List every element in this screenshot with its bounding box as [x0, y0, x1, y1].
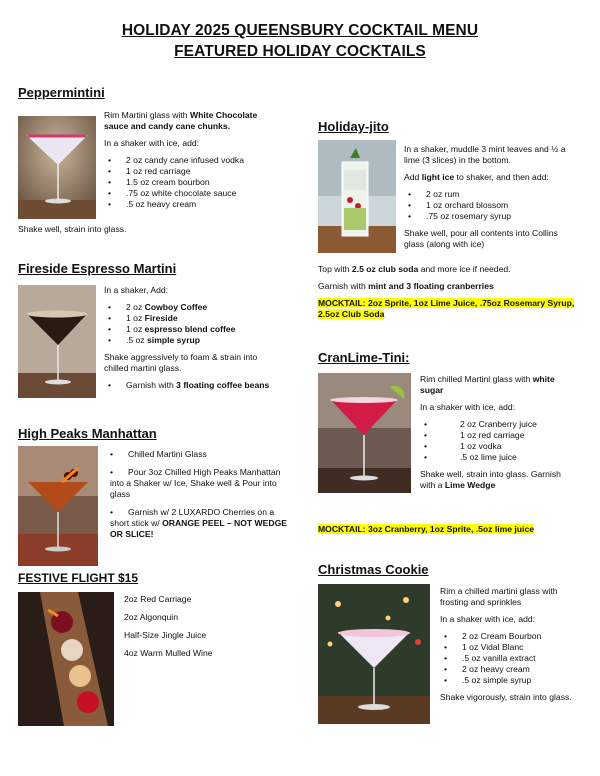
- ingredient: • .5 oz simple syrup: [104, 335, 304, 346]
- fireside-heading: Fireside Espresso Martini: [18, 261, 177, 276]
- step: • Chilled Martini Glass: [106, 449, 306, 460]
- flight-heading: FESTIVE FLIGHT $15: [18, 571, 139, 585]
- ingredient: • 2 oz Cream Bourbon: [440, 631, 590, 642]
- manhattan-heading: High Peaks Manhattan: [18, 426, 157, 441]
- menu-subtitle: FEATURED HOLIDAY COCKTAILS: [174, 43, 426, 60]
- cranlime-text: Rim chilled Martini glass with white sugar In a shaker with ice, add: • 2 oz Cranberry juice • 1 oz red carriage • 1 oz vodka • .5 oz lime juice Shake well, strain into glass. Garnish with a Lime Wedge: [420, 374, 590, 491]
- ingredient: • 1 oz red carriage: [420, 430, 590, 441]
- ingredient: • 2 oz Cowboy Coffee: [104, 302, 304, 313]
- peppermintini-heading: Peppermintini: [18, 85, 105, 100]
- cookie-photo: [318, 584, 430, 724]
- ingredient: • .75 oz white chocolate sauce: [104, 188, 304, 199]
- holidayjito-mocktail-2: 2.5oz Club Soda: [318, 309, 385, 319]
- ingredient: • 2 oz candy cane infused vodka: [104, 155, 304, 166]
- ingredient: • 1 oz espresso blend coffee: [104, 324, 304, 335]
- fireside-text: In a shaker, Add: • 2 oz Cowboy Coffee • 1 oz Fireside • 1 oz espresso blend coffee • .5 oz simple syrup Shake aggressively to foam & strain into chilled martini glass. • Garnish with 3 floating coffee beans: [104, 285, 304, 391]
- holidayjito-text: In a shaker, muddle 3 mint leaves and ½ a lime (3 slices) in the bottom. Add light ice to shaker, and then add: • 2 oz rum • 1 oz orchard blossom • .75 oz rosemary syrup Shake well, pour all contents into Collins glass (along with ice): [404, 144, 584, 250]
- ingredient: • .5 oz lime juice: [420, 452, 590, 463]
- holidayjito-photo: [318, 140, 396, 253]
- ingredient: • 1 oz orchard blossom: [404, 200, 584, 211]
- cookie-text: Rim a chilled martini glass with frosting and sprinkles In a shaker with ice, add: • 2 oz Cream Bourbon • 1 oz Vidal Blanc • .5 oz vanilla extract • 2 oz heavy cream • .5 oz simple syrup Shake vigorously, strain into glass.: [440, 586, 590, 703]
- flight-list: [124, 594, 213, 659]
- ingredient: • .75 oz rosemary syrup: [404, 211, 584, 222]
- holidayjito-heading: Holiday-jito: [318, 119, 389, 134]
- cranlime-mocktail: MOCKTAIL: 3oz Cranberry, 1oz Sprite, .5oz lime juice: [318, 524, 534, 534]
- ingredient: • 1 oz red carriage: [104, 166, 304, 177]
- peppermintini-finish: Shake well, strain into glass.: [18, 224, 127, 234]
- step: • Pour 3oz Chilled High Peaks Manhattan: [106, 467, 306, 478]
- ingredient: • .5 oz heavy cream: [104, 199, 304, 210]
- cranlime-heading: CranLime-Tini:: [318, 350, 410, 365]
- cookie-heading: Christmas Cookie: [318, 562, 429, 577]
- flight-item: 2oz Algonquin: [124, 612, 178, 622]
- ingredient: • .5 oz simple syrup: [440, 675, 590, 686]
- garnish: • Garnish with 3 floating coffee beans: [104, 380, 304, 391]
- ingredient: • 2 oz rum: [404, 189, 584, 200]
- ingredient: • 1 oz Fireside: [104, 313, 304, 324]
- ingredient: • .5 oz vanilla extract: [440, 653, 590, 664]
- fireside-photo: [18, 285, 96, 398]
- flight-item: 4oz Warm Mulled Wine: [124, 648, 213, 658]
- flight-photo: [18, 592, 114, 726]
- holidayjito-finish: Top with 2.5 oz club soda and more ice if needed. Garnish with mint and 3 floating cranberries MOCKTAIL: 2oz Sprite, 1oz Lime Juice, .75oz Rosemary Syrup, 2.5oz Club Soda: [318, 264, 575, 319]
- cranlime-photo: [318, 373, 411, 493]
- step: • Garnish w/ 2 LUXARDO Cherries on a: [106, 507, 306, 518]
- peppermintini-text: Rim Martini glass with White Chocolate sauce and candy cane chunks. In a shaker with ice, add: • 2 oz candy cane infused vodka • 1 oz red carriage • 1.5 oz cream bourbon • .75 oz white chocolate sauce • .5 oz heavy cream: [104, 110, 304, 210]
- menu-title: HOLIDAY 2025 QUEENSBURY COCKTAIL MENU: [121, 22, 479, 39]
- holidayjito-mocktail: MOCKTAIL: 2oz Sprite, 1oz Lime Juice, .75oz Rosemary Syrup,: [318, 298, 575, 308]
- ingredient: • 2 oz heavy cream: [440, 664, 590, 675]
- flight-item: Half-Size Jingle Juice: [124, 630, 207, 640]
- ingredient: • 1.5 oz cream bourbon: [104, 177, 304, 188]
- manhattan-photo: [18, 446, 98, 566]
- flight-item: 2oz Red Carriage: [124, 594, 192, 604]
- peppermintini-photo: [18, 116, 96, 219]
- manhattan-text: • Chilled Martini Glass • Pour 3oz Chilled High Peaks Manhattan into a Shaker w/ Ice, Shake well & Pour into glass • Garnish w/ 2 LUXARDO Cherries on a short stick w/ ORANGE PEEL – NOT WEDGE OR SLICE!: [106, 449, 306, 540]
- ingredient: • 1 oz Vidal Blanc: [440, 642, 590, 653]
- ingredient: • 1 oz vodka: [420, 441, 590, 452]
- ingredient: • 2 oz Cranberry juice: [420, 419, 590, 430]
